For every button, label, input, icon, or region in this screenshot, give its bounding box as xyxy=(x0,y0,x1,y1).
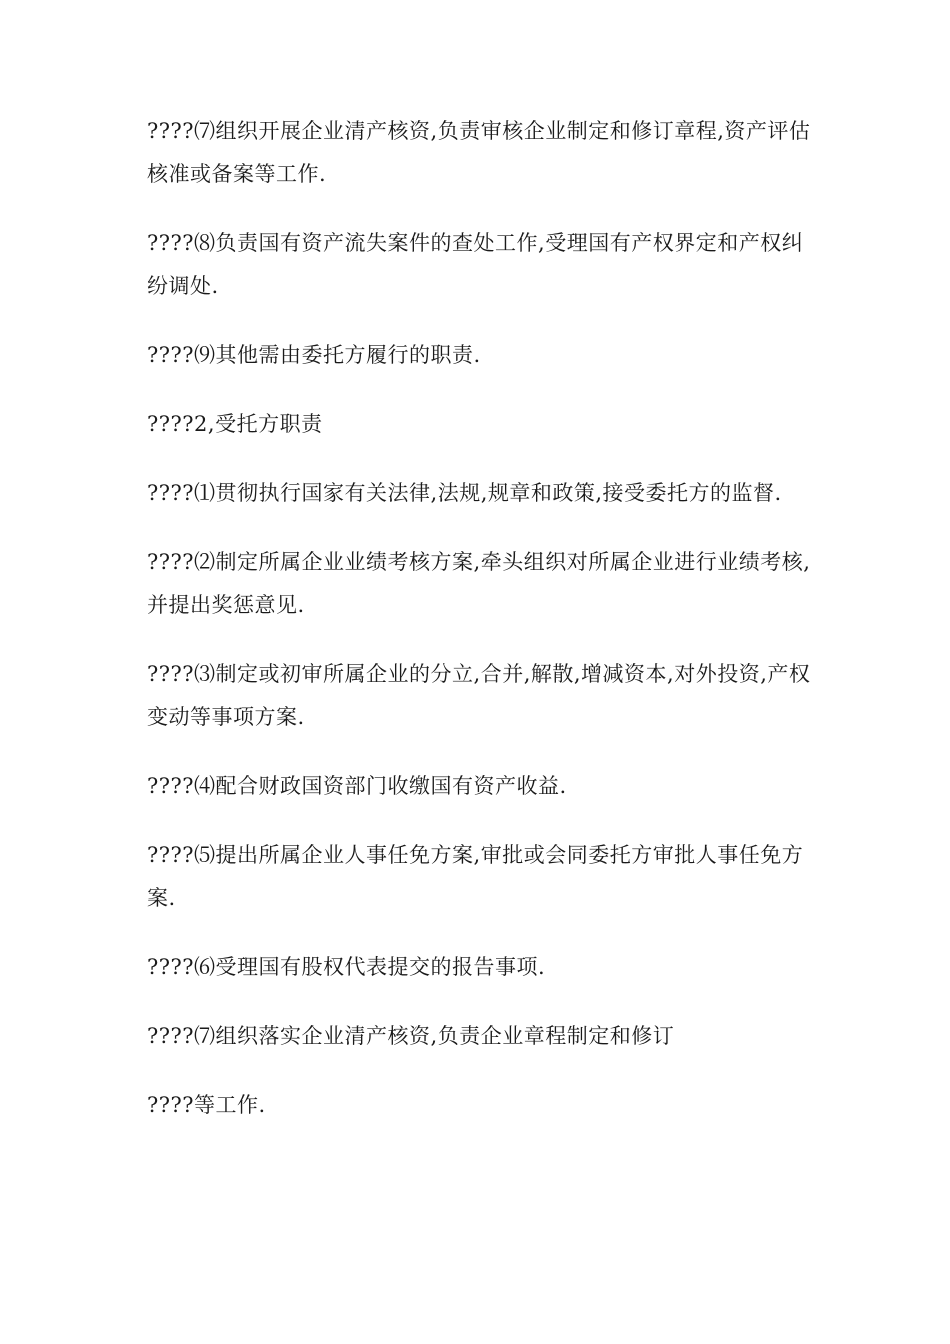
section-heading-trustee-duties: ????2,受托方职责 xyxy=(147,412,323,436)
paragraph-duty-7: ????⑺组织开展企业清产核资,负责审核企业制定和修订章程,资产评估核准或备案等工作. xyxy=(147,119,811,186)
paragraph-duty-9: ????⑼其他需由委托方履行的职责. xyxy=(147,343,481,367)
paragraph-duty-8: ????⑻负责国有资产流失案件的查处工作,受理国有产权界定和产权纠纷调处. xyxy=(147,231,804,298)
paragraph-trustee-duty-7: ????⑺组织落实企业清产核资,负责企业章程制定和修订 xyxy=(147,1024,675,1048)
paragraph-trustee-duty-4: ????⑷配合财政国资部门收缴国有资产收益. xyxy=(147,774,567,798)
paragraph-trustee-duty-2: ????⑵制定所属企业业绩考核方案,牵头组织对所属企业进行业绩考核,并提出奖惩意见. xyxy=(147,550,811,617)
document-body xyxy=(147,110,812,1153)
paragraph-trustee-duty-3: ????⑶制定或初审所属企业的分立,合并,解散,增减资本,对外投资,产权变动等事项方案. xyxy=(147,662,811,729)
paragraph-trustee-duty-6: ????⑹受理国有股权代表提交的报告事项. xyxy=(147,955,546,979)
paragraph-continuation: ????等工作. xyxy=(147,1093,266,1117)
paragraph-trustee-duty-1: ????⑴贯彻执行国家有关法律,法规,规章和政策,接受委托方的监督. xyxy=(147,481,782,505)
paragraph-trustee-duty-5: ????⑸提出所属企业人事任免方案,审批或会同委托方审批人事任免方案. xyxy=(147,843,804,910)
